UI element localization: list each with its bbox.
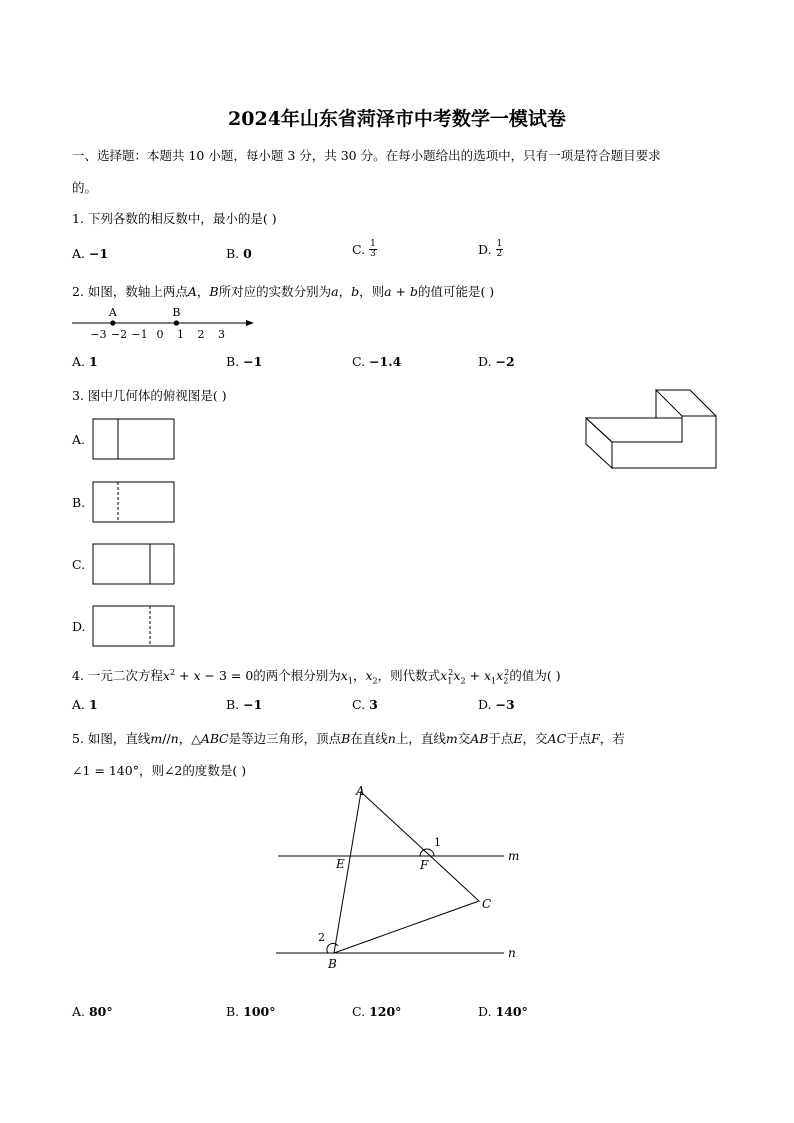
q3-option-a-figure[interactable] bbox=[92, 418, 176, 462]
number-line-tick-label: 3 bbox=[218, 328, 225, 341]
option-value: −1.4 bbox=[369, 354, 402, 369]
fraction bbox=[369, 240, 377, 259]
q4-option-d[interactable] bbox=[478, 697, 515, 712]
q2-option-b[interactable] bbox=[226, 354, 262, 369]
q5-option-d[interactable] bbox=[478, 1004, 528, 1019]
option-label: A. bbox=[72, 697, 89, 712]
number-line-tick-label: −2 bbox=[110, 328, 128, 341]
option-label: C. bbox=[352, 354, 370, 369]
fraction-numerator: 1 bbox=[496, 239, 503, 249]
q4-option-b[interactable] bbox=[226, 697, 262, 712]
label-e: E bbox=[336, 857, 345, 871]
label-angle-2: 2 bbox=[318, 931, 325, 944]
option-value: 120° bbox=[369, 1004, 402, 1019]
label-m: m bbox=[508, 849, 520, 863]
option-label: D. bbox=[478, 354, 496, 369]
q5-stem-line2: ∠1 = 140°，则∠2的度数是( ) bbox=[72, 763, 247, 778]
option-label: C. bbox=[352, 697, 370, 712]
label-f: F bbox=[420, 858, 429, 872]
q5-option-c[interactable] bbox=[352, 1004, 401, 1019]
number-line-tick-label: −1 bbox=[131, 328, 148, 341]
solid-low-top-face bbox=[586, 418, 682, 442]
q2-option-a[interactable] bbox=[72, 354, 98, 369]
q2-option-c[interactable] bbox=[352, 354, 401, 369]
option-label: A. bbox=[72, 1004, 89, 1019]
q5-option-b[interactable] bbox=[226, 1004, 275, 1019]
q1-stem: 1. 下列各数的相反数中，最小的是( ) bbox=[72, 211, 277, 226]
number-line-tick-label: 0 bbox=[156, 328, 164, 341]
option-label: D. bbox=[478, 1004, 496, 1019]
option-label: B. bbox=[226, 1004, 244, 1019]
q4-option-a[interactable] bbox=[72, 697, 98, 712]
q1-option-c[interactable] bbox=[352, 240, 377, 259]
q3-option-a-label[interactable]: A. bbox=[72, 432, 86, 447]
q3-option-c-figure[interactable] bbox=[92, 543, 176, 587]
option-value: −1 bbox=[88, 246, 109, 261]
point-a-label: A bbox=[108, 306, 117, 319]
solid-front-outline bbox=[612, 390, 716, 468]
q4-stem-suffix: 的值为( ) bbox=[509, 668, 561, 683]
fraction-denominator: 2 bbox=[496, 249, 503, 259]
option-label: B. bbox=[226, 354, 244, 369]
q4-stem-prefix: 4. 一元二次方程 bbox=[72, 668, 163, 683]
option-label: A. bbox=[72, 246, 89, 261]
fraction bbox=[496, 240, 504, 259]
q3-option-d-label[interactable]: D. bbox=[72, 619, 86, 634]
solid-figure bbox=[580, 384, 725, 474]
option-value: −2 bbox=[495, 354, 515, 369]
solid-left-face bbox=[586, 418, 612, 468]
q1-option-a[interactable] bbox=[72, 246, 108, 261]
number-line-arrow bbox=[246, 320, 254, 326]
option-value: −1 bbox=[243, 697, 263, 712]
option-label: D. bbox=[478, 242, 496, 257]
q3-option-b-figure[interactable] bbox=[92, 481, 176, 525]
option-value: −1 bbox=[243, 354, 263, 369]
q5-stem-line1: 5. 如图，直线𝑚//𝑛，△𝐴𝐵𝐶是等边三角形，顶点𝐵在直线𝑛上，直线𝑚交𝐴𝐵于点𝐸，交𝐴𝐶于点𝐹，若 bbox=[72, 731, 625, 746]
q2-option-d[interactable] bbox=[478, 354, 515, 369]
q2-stem: 2. 如图，数轴上两点𝐴，𝐵所对应的实数分别为𝑎，𝑏，则𝑎 + 𝑏的值可能是( ) bbox=[72, 284, 495, 299]
q1-option-d[interactable] bbox=[478, 240, 503, 259]
section-heading-cont: 的。 bbox=[72, 180, 98, 195]
option-value: 140° bbox=[495, 1004, 528, 1019]
label-a: A bbox=[356, 784, 365, 798]
q4-stem: 4. 一元二次方程$x^2 + x - 3 = 0$的两个根分别为$x_1$，$x_2$，则代数式$x_1^2x_2 + x_1x_2^2$的值为( ) bbox=[72, 667, 561, 686]
fraction-denominator: 3 bbox=[370, 249, 376, 259]
q1-option-b[interactable] bbox=[226, 246, 252, 261]
point-b bbox=[174, 320, 179, 325]
q3-stem: 3. 图中几何体的俯视图是( ) bbox=[72, 388, 227, 403]
option-value: 1 bbox=[88, 697, 98, 712]
number-line-tick-label: 1 bbox=[177, 328, 184, 341]
page-title: 2024年山东省菏泽市中考数学一模试卷 bbox=[228, 108, 566, 130]
option-label: B. bbox=[226, 697, 244, 712]
label-b: B bbox=[328, 957, 337, 971]
number-line-figure bbox=[68, 304, 258, 342]
q4-option-c[interactable] bbox=[352, 697, 378, 712]
triangle-figure bbox=[270, 780, 530, 975]
option-value: 3 bbox=[369, 697, 378, 712]
point-b-label: B bbox=[172, 306, 181, 319]
q3-option-d-figure[interactable] bbox=[92, 605, 176, 649]
option-label: C. bbox=[352, 1004, 370, 1019]
fraction-numerator: 1 bbox=[370, 239, 376, 249]
option-value: −3 bbox=[495, 697, 515, 712]
number-line-tick-label: −3 bbox=[90, 328, 107, 341]
triangle-abc bbox=[334, 792, 479, 953]
option-value: 1 bbox=[88, 354, 98, 369]
option-label: D. bbox=[478, 697, 496, 712]
option-value: 80° bbox=[88, 1004, 113, 1019]
number-line-tick-label: 2 bbox=[197, 328, 205, 341]
option-value: 0 bbox=[243, 246, 252, 261]
label-n: n bbox=[508, 946, 516, 960]
option-value: 100° bbox=[243, 1004, 276, 1019]
q3-option-c-label[interactable]: C. bbox=[72, 557, 86, 572]
label-angle-1: 1 bbox=[434, 836, 441, 849]
point-a bbox=[110, 320, 115, 325]
q3-option-b-label[interactable]: B. bbox=[72, 495, 86, 510]
section-heading: 一、选择题：本题共 10 小题，每小题 3 分，共 30 分。在每小题给出的选项中，只有一项是符合题目要求 bbox=[72, 148, 661, 163]
option-label: A. bbox=[72, 354, 89, 369]
angle-2-arc bbox=[327, 943, 338, 953]
label-c: C bbox=[482, 897, 492, 911]
option-label: C. bbox=[352, 242, 370, 257]
q5-option-a[interactable] bbox=[72, 1004, 113, 1019]
option-label: B. bbox=[226, 246, 244, 261]
